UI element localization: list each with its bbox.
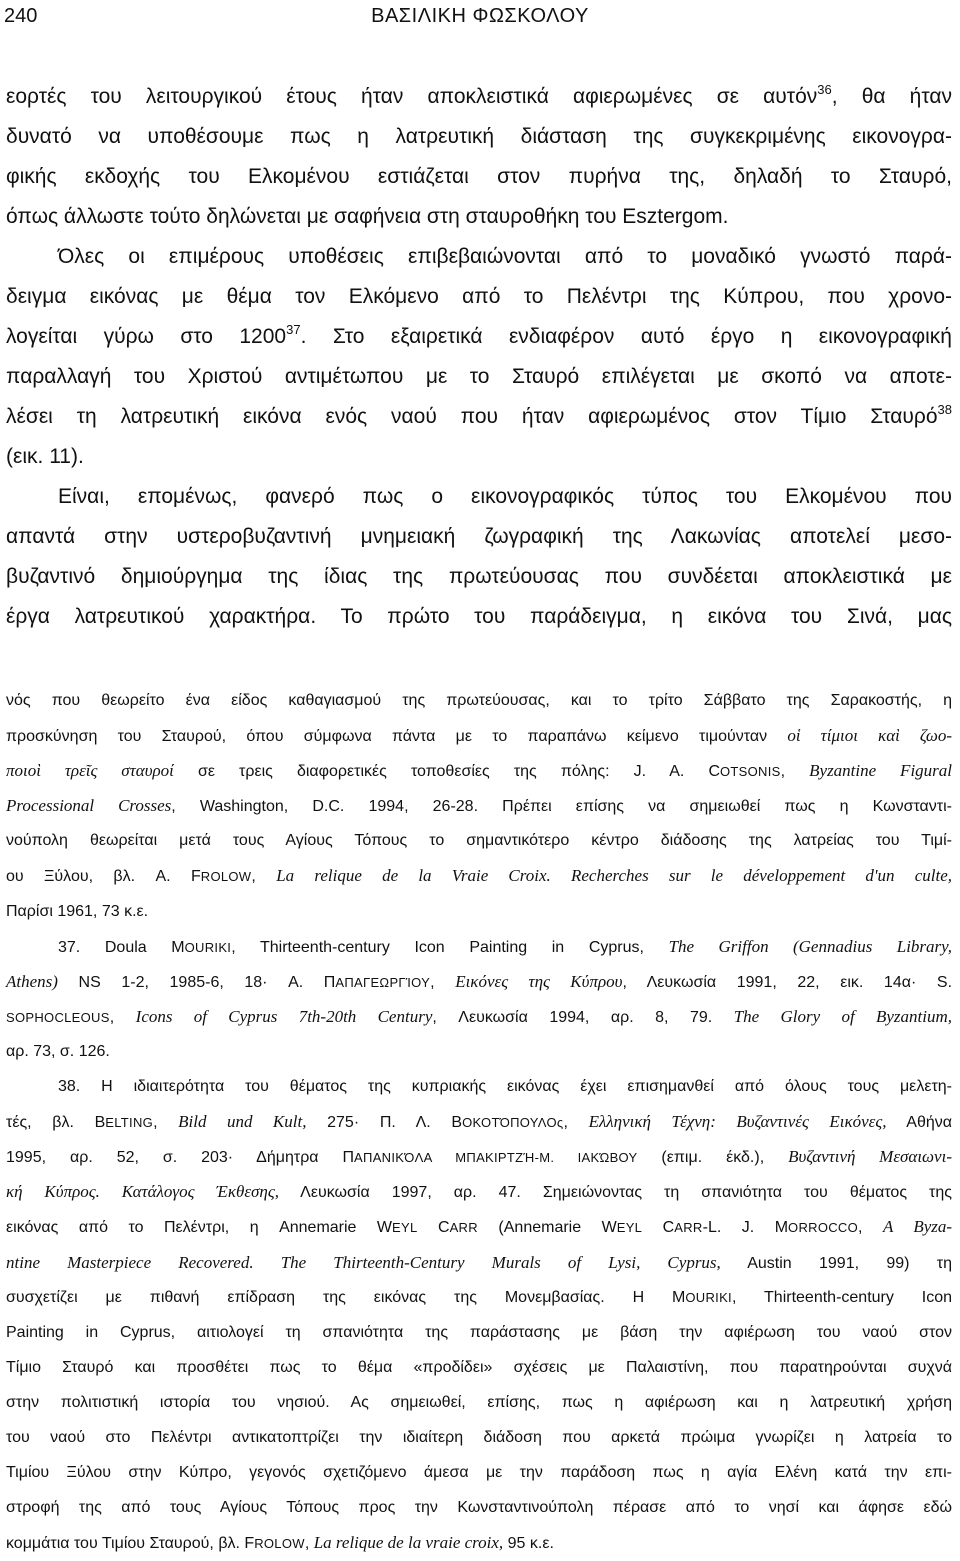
footnote-37: 37. Doula MOURIKI, Thirteenth-century Icon Painting in Cyprus, The Griffon (Gennadius Library, [58,936,953,956]
main-line: Είναι, επομένως, φανερό πως ο εικονογραφικός τύπος του Ελκομένου που [58,485,952,508]
main-line: έργα λατρευτικού χαρακτήρα. Το πρώτο του παράδειγμα, η εικόνα του Σινά, μας [6,605,952,628]
main-line: εορτές του λειτουργικού έτους ήταν αποκλειστικά αφιερωμένες σε αυτόν$^{36}$, θα ήταν [6,82,952,108]
footnote-line: συσχετίζει με πιθανή επίδραση της εικόνας της Μονεμβασίας. Η MOURIKI, Thirteenth-century Icon [6,1288,953,1306]
main-line: Όλες οι επιμέρους υποθέσεις επιβεβαιώνονται από το μοναδικό γνωστό παρά- [58,245,952,268]
footnote-line: τές, βλ. BELTING, Bild und Kult, 275· Π. Λ. ΒΟΚΟΤΌΠΟΥΛΟς, Ελληνική Τέχνη: Βυζαντινές Εικόνες, Αθήνα [6,1112,952,1132]
main-line: δυνατό να υποθέσουμε πως η λατρευτική διάσταση της συγκεκριμένης εικονογρα- [6,125,952,148]
footnote-line: ποιοὶ τρεῖς σταυροί σε τρεις διαφορετικές τοποθεσίες της πόλης: J. A. COTSONIS, Byzantine Figural [6,761,953,781]
footnote-line: εικόνας από το Πελέντρι, η Annemarie WEYL CARR (Annemarie WEYL CARR-L. J. MORROCCO, A Byza- [6,1217,953,1237]
main-line: λογείται γύρω στο 1200$^{37}$. Στο εξαιρετικά ενδιαφέρον αυτό έργο η εικονογραφική [6,322,952,348]
footnote-line: Processional Crosses, Washington, D.C. 1994, 26-28. Πρέπει επίσης να σημειωθεί πως η Κωνσταντι- [6,796,952,816]
footnote-line: 1995, αρ. 52, σ. 203· Δήμητρα ΠΑΠΑΝΙΚΌΛΑ ΜΠΑΚΙΡΤΖΉ-Μ. ΙΑΚΏΒΟΥ (επιμ. έκδ.), Βυζαντινή Μεσαιωνι- [6,1147,952,1167]
footnote-line: νός που θεωρείτο ένα είδος καθαγιασμού της πρωτεύουσας, και το τρίτο Σάββατο της Σαρακοστής, η [6,692,952,709]
footnote-line: κομμάτια του Τιμίου Σταυρού, βλ. FROLOW, La relique de la vraie croix, 95 κ.ε. [6,1533,554,1553]
main-line: δειγμα εικόνας με θέμα τον Ελκόμενο από το Πελέντρι της Κύπρου, που χρονο- [6,285,952,308]
footnote-line: στροφή της από τους Αγίους Τόπους προς την Κωνσταντινούπολη πέρασε από το νησί και άφησε εδώ [6,1499,952,1517]
footnote-ref-38[interactable]: 38 [937,402,952,417]
footnote-line: Painting in Cyprus, αιτιολογεί τη σπανιότητα της παράστασης με βάση την αφιέρωση του ναού στον [6,1323,952,1341]
main-text [6,77,952,637]
footnote-line: νούπολη θεωρείται μετά τους Αγίους Τόπους το σημαντικότερο κέντρο διάδοσης της λατρείας του Τιμί- [6,832,952,850]
footnote-line: Τίμιο Σταυρό και προσθέτει πως το θέμα «προδίδει» σχέσεις με Παλαιστίνη, που παρατηρούνται συχνά [6,1358,952,1376]
footnote-line: αρ. 73, σ. 126. [6,1042,110,1060]
main-line: παραλλαγή του Χριστού αντιμέτωπου με το Σταυρό επιλέγεται με σκοπό να αποτε- [6,365,952,388]
footnote-line: ου Ξύλου, βλ. A. FROLOW, La relique de la Vraie Croix. Recherches sur le développement d'un culte, [6,866,953,886]
footnote-line: Παρίσι 1961, 73 κ.ε. [6,902,149,920]
footnote-ref-36[interactable]: 36 [817,82,832,97]
footnote-line: SOPHOCLEOUS, Icons of Cyprus 7th-20th Century, Λευκωσία 1994, αρ. 8, 79. The Glory of Byzantium, [6,1006,952,1026]
footnote-line: Athens) NS 1-2, 1985-6, 18· Α. ΠΑΠΑΓΕΩΡΓΊΟΥ, Εικόνες της Κύπρου, Λευκωσία 1991, 22, εικ. 14α· S. [6,971,953,991]
footnote-ref-37[interactable]: 37 [286,322,301,337]
page-number: 240 [4,5,38,27]
main-line: φικής εκδοχής του Ελκομένου εστιάζεται στον πυρήνα της, δηλαδή το Σταυρό, [6,165,952,188]
main-line: απαντά στην υστεροβυζαντινή μνημειακή ζωγραφική της Λακωνίας αποτελεί μεσο- [6,525,952,548]
main-line: όπως άλλωστε τούτο δηλώνεται με σαφήνεια στη σταυροθήκη του Esztergom. [6,205,729,228]
footnote-line: προσκύνηση του Σταυρού, όπου σύμφωνα πάντα με το παραπάνω κείμενο τιμούνταν οἱ τίμιοι καὶ ζωο- [6,726,953,746]
footnote-line: Τιμίου Ξύλου στην Κύπρο, γεγονός σχετιζόμενο άμεσα με την παράδοση πως η αγία Ελένη κατά την επι- [6,1464,952,1482]
footnotes [6,683,952,1560]
footnote-line: του ναού στο Πελέντρι αντικατοπτρίζει την ιδιαίτερη διάδοση που αρκετά πρώιμα γνωρίζει η λατρεία το [6,1428,952,1446]
footnote-line: κή Κύπρος. Κατάλογος Έκθεσης, Λευκωσία 1997, αρ. 47. Σημειώνοντας τη σπανιότητα του θέματος της [6,1182,952,1202]
footnote-line: στην πολιτιστική ιστορία του νησιού. Ας σημειωθεί, επίσης, πως η αφιέρωση και η λατρευτική χρήση [6,1393,952,1411]
running-head: ΒΑΣΙΛΙΚΗ ΦΩΣΚΟΛΟΥ [371,5,589,27]
footnote-line: ntine Masterpiece Recovered. The Thirteenth-Century Murals of Lysi, Cyprus, Austin 1991, 99) τη [6,1252,953,1272]
main-line: λέσει τη λατρευτική εικόνα ενός ναού που ήταν αφιερωμένος στον Τίμιο Σταυρό$^{38}$ [6,402,952,428]
main-line: (εικ. 11). [6,445,84,468]
footnote-38: 38. Η ιδιαιτερότητα του θέματος της κυπριακής εικόνας έχει επισημανθεί από όλους τους μελετη- [58,1078,952,1096]
main-line: βυζαντινό δημιούργημα της ίδιας της πρωτεύουσας που συνδέεται αποκλειστικά με [6,565,952,588]
